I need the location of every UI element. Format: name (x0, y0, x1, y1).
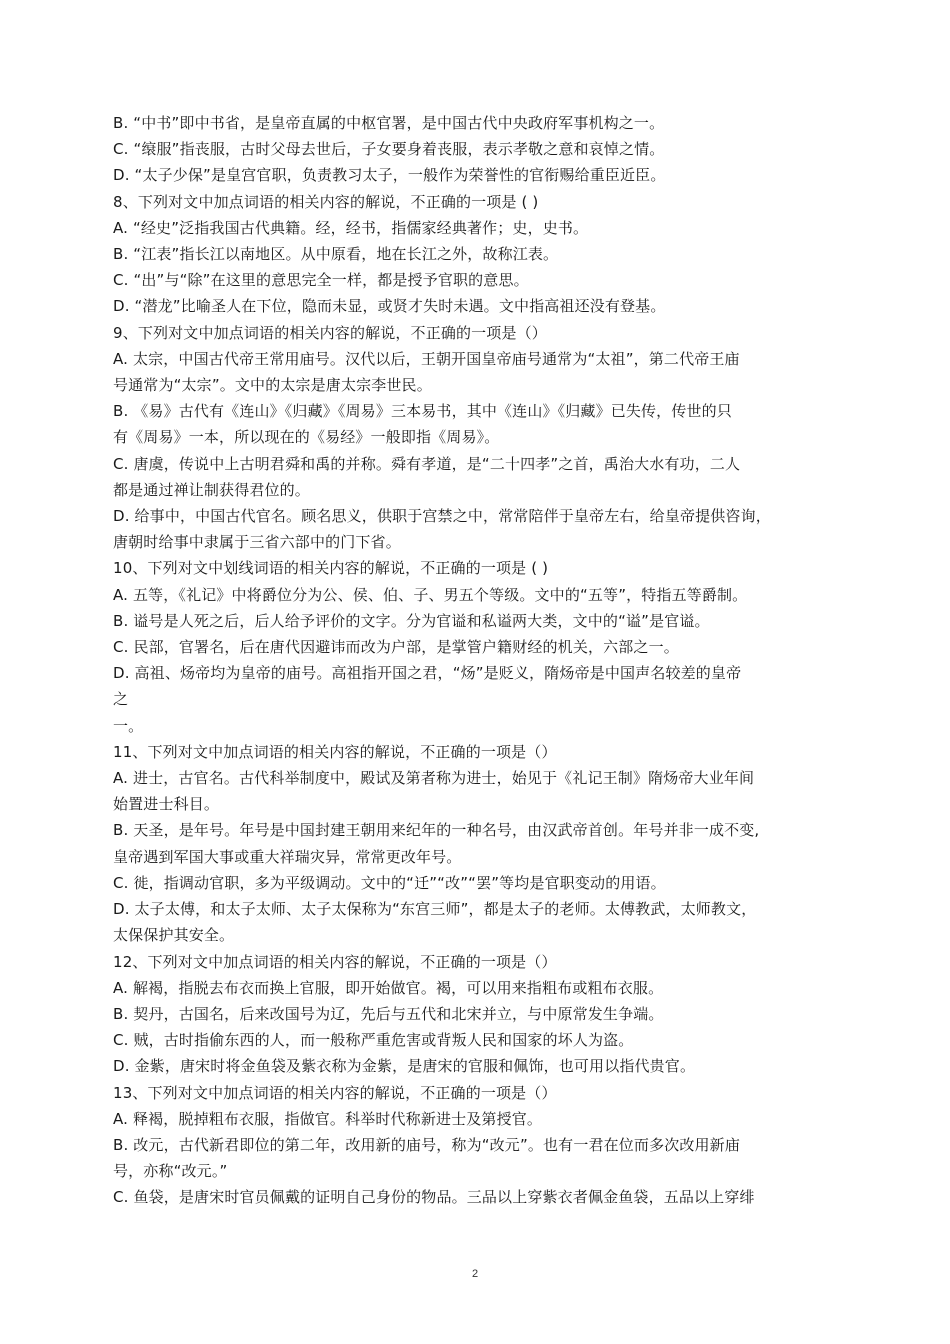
text-line: 始置进士科目。 (113, 795, 220, 814)
text-line: A. 释褐，脱掉粗布衣服，指做官。科举时代称新进士及第授官。 (113, 1109, 543, 1128)
text-line: 一。 (113, 716, 144, 735)
text-line: C. 鱼袋，是唐宋时官员佩戴的证明自己身份的物品。三品以上穿紫衣者佩金鱼袋，五品以上穿绯 (113, 1188, 755, 1207)
text-line: D. “太子少保”是皇宫官职，负责教习太子，一般作为荣誉性的官衔赐给重臣近臣。 (113, 166, 666, 185)
text-line: A. 进士，古官名。古代科举制度中，殿试及第者称为进士，始见于《礼记王制》隋炀帝大业年间 (113, 769, 755, 788)
text-line: B. 《易》古代有《连山》《归藏》《周易》三本易书，其中《连山》《归藏》已失传，传世的只 (113, 402, 732, 421)
text-line: B. 谥号是人死之后，后人给予评价的文字。分为官谥和私谥两大类，文中的“谥”是官谥。 (113, 611, 710, 630)
document-body (113, 110, 845, 1211)
text-line: 有《周易》一本，所以现在的《易经》一般即指《周易》。 (113, 428, 500, 447)
text-line: B. 契丹，古国名，后来改国号为辽，先后与五代和北宋并立，与中原常发生争端。 (113, 1004, 664, 1023)
text-line: B. “中书”即中书省，是皇帝直属的中枢官署，是中国古代中央政府军事机构之一。 (113, 114, 665, 132)
text-line: D. “潜龙”比喻圣人在下位，隐而未显，或贤才失时未遇。文中指高祖还没有登基。 (113, 297, 666, 316)
text-line: C. “出”与“除”在这里的意思完全一样，都是授予官职的意思。 (113, 271, 529, 290)
text-line: 太保保护其安全。 (113, 926, 235, 945)
text-line: B. “江表”指长江以南地区。从中原看，地在长江之外，故称江表。 (113, 245, 559, 264)
text-line: 唐朝时给事中隶属于三省六部中的门下省。 (113, 533, 401, 552)
text-line: A. 解褐，指脱去布衣而换上官服，即开始做官。褐，可以用来指粗布或粗布衣服。 (113, 978, 664, 997)
text-line: 号，亦称“改元。” (113, 1162, 228, 1181)
text-line: 9、下列对文中加点词语的相关内容的解说，不正确的一项是（） (113, 323, 547, 342)
text-line: 11、下列对文中加点词语的相关内容的解说，不正确的一项是（） (113, 742, 557, 761)
text-line: D. 金紫，唐宋时将金鱼袋及紫衣称为金紫，是唐宋的官服和佩饰，也可用以指代贵官。 (113, 1057, 696, 1076)
text-line: D. 太子太傅，和太子太师、太子太保称为“东宫三师”，都是太子的老师。太傅教武，太师教文， (113, 900, 757, 919)
text-line: 之 (113, 690, 129, 709)
text-line: B. 改元，古代新君即位的第二年，改用新的庙号，称为“改元”。也有一君在位而多次改用新庙 (113, 1135, 740, 1154)
text-line: 8、下列对文中加点词语的相关内容的解说，不正确的一项是 ( ) (113, 192, 539, 211)
text-line: A. 五等，《礼记》中将爵位分为公、侯、伯、子、男五个等级。文中的“五等”，特指五等爵制。 (113, 585, 748, 604)
text-line: C. 贼，古时指偷东西的人，而一般称严重危害或背叛人民和国家的坏人为盗。 (113, 1031, 634, 1050)
text-line: B. 天圣，是年号。年号是中国封建王朝用来纪年的一种名号，由汉武帝首创。年号并非一成不变, (113, 821, 760, 840)
text-line: C. 民部，官署名，后在唐代因避讳而改为户部，是掌管户籍财经的机关，六部之一。 (113, 638, 679, 657)
text-line: D. 给事中，中国古代官名。顾名思义，供职于宫禁之中，常常陪伴于皇帝左右，给皇帝提供咨询， (113, 507, 771, 526)
text-line: 皇帝遇到军国大事或重大祥瑞灾异，常常更改年号。 (113, 847, 462, 866)
text-line: 号通常为“太宗”。文中的太宗是唐太宗李世民。 (113, 376, 432, 395)
text-line: D. 高祖、炀帝均为皇帝的庙号。高祖指开国之君，“炀”是贬义，隋炀帝是中国声名较差的皇帝 (113, 664, 742, 683)
text-line: 12、下列对文中加点词语的相关内容的解说，不正确的一项是（） (113, 952, 557, 971)
text-line: 13、下列对文中加点词语的相关内容的解说，不正确的一项是（） (113, 1083, 557, 1102)
text-line: 都是通过禅让制获得君位的。 (113, 480, 310, 499)
page-number: 2 (471, 1268, 479, 1280)
text-line: C. 徙，指调动官职，多为平级调动。文中的“迁”“改”“罢”等均是官职变动的用语。 (113, 873, 666, 892)
text-line: A. “经史”泛指我国古代典籍。经，经书，指儒家经典著作；史，史书。 (113, 218, 589, 237)
text-line: C. 唐虞，传说中上古明君舜和禹的并称。舜有孝道，是“二十四孝”之首，禹治大水有功，二人 (113, 454, 741, 473)
text-line: C. “缞服”指丧服，古时父母去世后，子女要身着丧服，表示孝敬之意和哀悼之情。 (113, 140, 665, 159)
text-line: A. 太宗，中国古代帝王常用庙号。汉代以后，王朝开国皇帝庙号通常为“太祖”，第二代帝王庙 (113, 349, 740, 368)
text-line: 10、下列对文中划线词语的相关内容的解说，不正确的一项是 ( ) (113, 559, 549, 578)
